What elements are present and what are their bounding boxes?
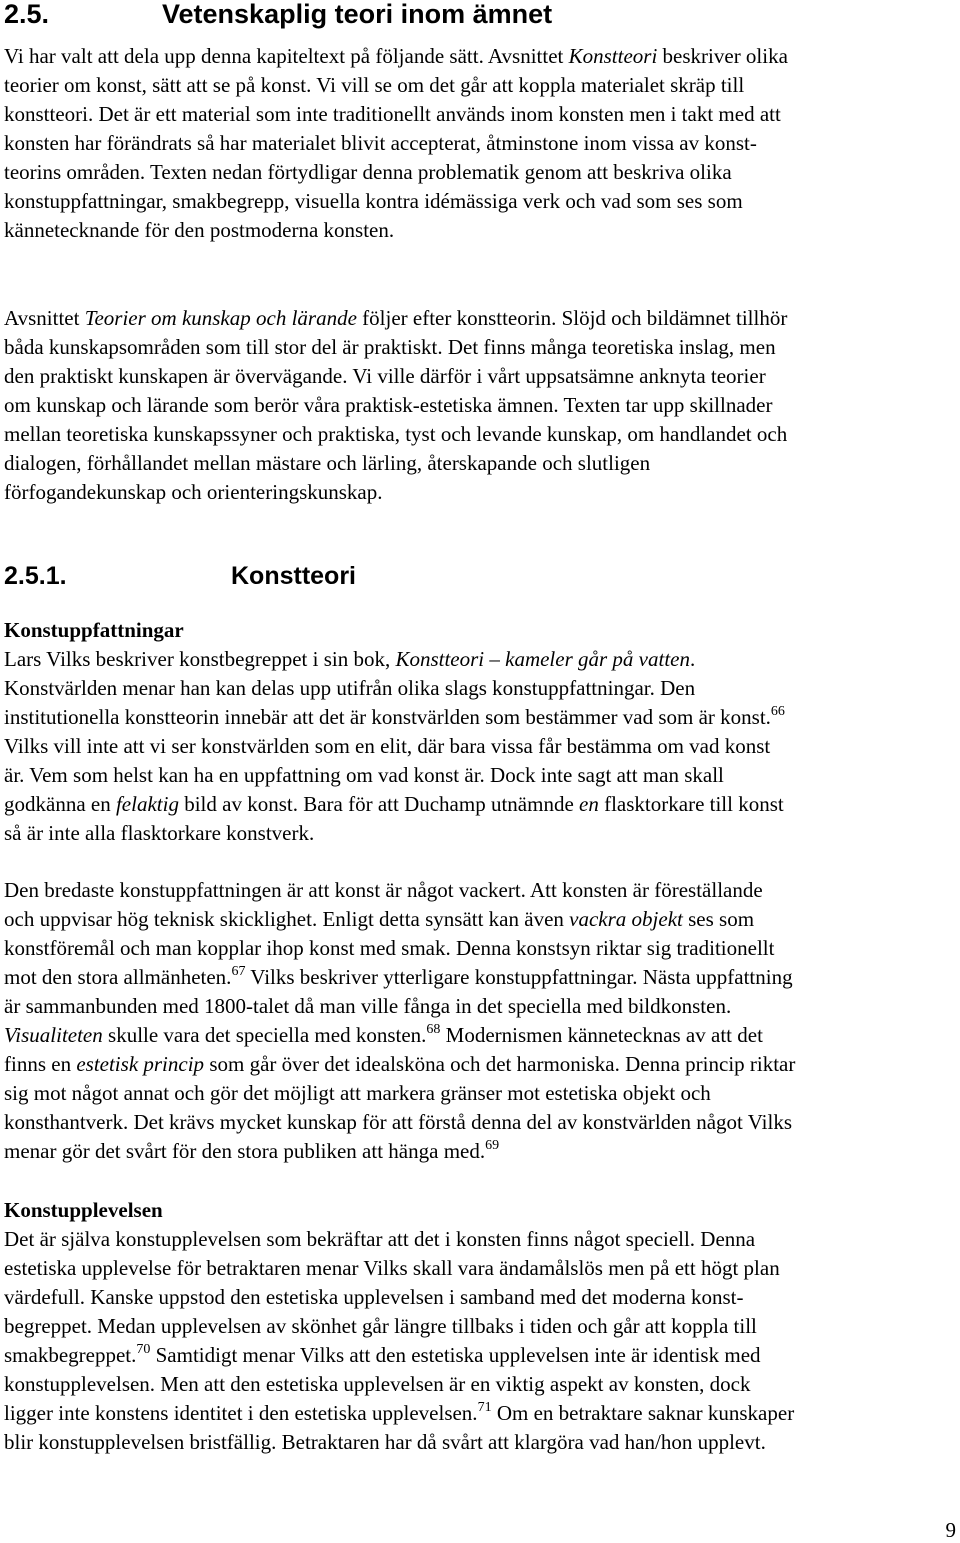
text-line (4, 449, 787, 478)
text-run: ligger inte konstens identitet i den estetiska upplevelsen. (4, 1401, 478, 1425)
footnote-ref: 67 (231, 964, 246, 979)
footnote-ref: 70 (136, 1342, 151, 1357)
konstuppfattningar-paragraph (4, 616, 785, 848)
text-line (4, 1341, 794, 1370)
text-run: finns en (4, 1052, 77, 1076)
subheading-text: Konstuppfattningar (4, 618, 184, 642)
text-line (4, 790, 785, 819)
text-line (4, 333, 787, 362)
text-run: Vilks beskriver ytterligare konstuppfattningar. Nästa uppfattning (245, 965, 793, 989)
text-run: blir konstupplevelsen bristfällig. Betraktaren har då svårt att klargöra vad han/hon upplevt. (4, 1430, 766, 1454)
text-run: flasktorkare till konst (598, 792, 784, 816)
text-run: så är inte alla flasktorkare konstverk. (4, 821, 315, 845)
text-run: institutionella konstteorin innebär att det är konstvärlden som bestämmer vad som är konst. (4, 705, 771, 729)
text-run: Vilks vill inte att vi ser konstvärlden som en elit, där bara vissa får bestämma om vad konst (4, 734, 771, 758)
text-run: konsthantverk. Det krävs mycket kunskap för att förstå denna del av konstvärlden något Vilks (4, 1110, 792, 1134)
emphasis-text: en (579, 792, 599, 816)
text-line (4, 703, 785, 732)
text-line (4, 934, 795, 963)
text-run: Lars Vilks beskriver konstbegreppet i sin bok, (4, 647, 396, 671)
subsection-heading (4, 560, 356, 592)
footnote-ref: 68 (426, 1022, 441, 1037)
text-line (4, 1370, 794, 1399)
text-line (4, 216, 788, 245)
text-line (4, 42, 788, 71)
emphasis-text: Teorier om kunskap och lärande (84, 306, 357, 330)
text-line (4, 187, 788, 216)
text-line (4, 1196, 794, 1225)
text-line (4, 1312, 794, 1341)
text-run: teorier om konst, sätt att se på konst. Vi vill se om det går att koppla materialet skräp till (4, 73, 745, 97)
text-line (4, 1399, 794, 1428)
text-line (4, 905, 795, 934)
text-run: sig mot något annat och gör det möjligt att markera gränser mot estetiska objekt och (4, 1081, 711, 1105)
text-run: Vi har valt att dela upp denna kapiteltext på följande sätt. Avsnittet (4, 44, 569, 68)
text-line (4, 616, 785, 645)
intro-paragraph-1 (4, 42, 788, 245)
konstupplevelsen-paragraph (4, 1196, 794, 1457)
konstuppfattning-detail-paragraph (4, 876, 795, 1166)
subsection-number: 2.5.1. (4, 562, 67, 590)
text-run: värdefull. Kanske uppstod den estetiska upplevelsen i samband med det moderna konst- (4, 1285, 744, 1309)
text-line (4, 1283, 794, 1312)
text-run: begreppet. Medan upplevelsen av skönhet går längre tillbaks i tiden och går att koppla till (4, 1314, 757, 1338)
text-line (4, 420, 787, 449)
text-line (4, 1050, 795, 1079)
emphasis-text: vackra objekt (569, 907, 683, 931)
text-run: konstuppfattningar, smakbegrepp, visuella kontra idémässiga verk och vad som ses som (4, 189, 743, 213)
text-run: Den bredaste konstuppfattningen är att konst är något vackert. Att konsten är föreställande (4, 878, 763, 902)
text-run: ses som (682, 907, 755, 931)
text-line (4, 1428, 794, 1457)
text-line (4, 1254, 794, 1283)
emphasis-text: estetisk princip (76, 1052, 205, 1076)
text-run: bild av konst. Bara för att Duchamp utnämnde (178, 792, 580, 816)
text-line (4, 963, 795, 992)
text-line (4, 1108, 795, 1137)
footnote-ref: 71 (477, 1400, 492, 1415)
text-line (4, 761, 785, 790)
section-title: Vetenskaplig teori inom ämnet (162, 0, 553, 29)
text-run: Modernismen kännetecknas av att det (440, 1023, 763, 1047)
text-run: är. Vem som helst kan ha en uppfattning om vad konst är. Dock inte sagt att man skall (4, 763, 724, 787)
text-line (4, 1079, 795, 1108)
text-line (4, 732, 785, 761)
text-run: godkänna en (4, 792, 116, 816)
subsection-title: Konstteori (231, 562, 356, 590)
text-run: konsten har förändrats så har materialet blivit accepterat, åtminstone inom vissa av konst- (4, 131, 757, 155)
text-run: dialogen, förhållandet mellan mästare och lärling, återskapande och slutligen (4, 451, 651, 475)
emphasis-text: Visualiteten (4, 1023, 103, 1047)
text-run: Samtidigt menar Vilks att den estetiska upplevelsen inte är identisk med (150, 1343, 761, 1367)
text-line (4, 1137, 795, 1166)
footnote-ref: 66 (770, 704, 785, 719)
text-run: menar gör det svårt för den stora publiken att hänga med. (4, 1139, 486, 1163)
text-line (4, 391, 787, 420)
text-run: och uppvisar hög teknisk skicklighet. Enligt detta synsätt kan även (4, 907, 570, 931)
page-number: 9 (945, 1518, 956, 1542)
text-run: följer efter konstteorin. Slöjd och bildämnet tillhör (356, 306, 788, 330)
text-line (4, 71, 788, 100)
text-run: Om en betraktare saknar kunskaper (491, 1401, 795, 1425)
text-run: estetiska upplevelse för betraktaren menar Vilks skall vara ändamålslös men på ett högt plan (4, 1256, 780, 1280)
text-run: skulle vara det speciella med konsten. (102, 1023, 427, 1047)
text-run: den praktiskt kunskapen är övervägande. Vi ville därför i vårt uppsatsämne anknyta teorier (4, 364, 766, 388)
text-line (4, 304, 787, 333)
emphasis-text: Konstteori (568, 44, 658, 68)
section-heading (4, 0, 552, 30)
footnote-ref: 69 (485, 1138, 500, 1153)
text-run: beskriver olika (657, 44, 788, 68)
text-run: förfogandekunskap och orienteringskunskap. (4, 480, 383, 504)
text-run: teorins områden. Texten nedan förtydligar denna problematik genom att beskriva olika (4, 160, 732, 184)
text-run: konstföremål och man kopplar ihop konst med smak. Denna konstsyn riktar sig traditionellt (4, 936, 775, 960)
intro-paragraph-2 (4, 304, 787, 507)
text-run: båda kunskapsområden som till stor del är praktiskt. Det finns många teoretiska inslag, men (4, 335, 776, 359)
text-run: som går över det idealsköna och det harmoniska. Denna princip riktar (204, 1052, 796, 1076)
subheading-text: Konstupplevelsen (4, 1198, 163, 1222)
text-run: kännetecknande för den postmoderna konsten. (4, 218, 395, 242)
text-line (4, 362, 787, 391)
text-run: . (690, 647, 696, 671)
text-line (4, 478, 787, 507)
text-run: konstupplevelsen. Men att den estetiska upplevelsen är en viktig aspekt av konsten, dock (4, 1372, 751, 1396)
text-run: Avsnittet (4, 306, 85, 330)
text-run: konstteori. Det är ett material som inte traditionellt används inom konsten men i takt med att (4, 102, 781, 126)
text-run: om kunskap och lärande som berör våra praktisk-estetiska ämnen. Texten tar upp skillnader (4, 393, 773, 417)
text-line (4, 129, 788, 158)
text-line (4, 876, 795, 905)
text-line (4, 1021, 795, 1050)
text-run: mot den stora allmänheten. (4, 965, 232, 989)
text-line (4, 158, 788, 187)
section-number: 2.5. (4, 0, 50, 29)
text-run: Det är själva konstupplevelsen som bekräftar att det i konsten finns något speciell. Denna (4, 1227, 756, 1251)
text-run: är sammanbunden med 1800-talet då man ville fånga in det speciella med bildkonsten. (4, 994, 732, 1018)
text-run: mellan teoretiska kunskapssyner och praktiska, tyst och levande kunskap, om handlandet och (4, 422, 788, 446)
text-line (4, 992, 795, 1021)
emphasis-text: Konstteori – kameler går på vatten (395, 647, 690, 671)
text-run: smakbegreppet. (4, 1343, 137, 1367)
text-line (4, 819, 785, 848)
text-line (4, 674, 785, 703)
text-line (4, 1225, 794, 1254)
text-run: Konstvärlden menar han kan delas upp utifrån olika slags konstuppfattningar. Den (4, 676, 696, 700)
text-line (4, 645, 785, 674)
emphasis-text: felaktig (115, 792, 179, 816)
text-line (4, 100, 788, 129)
